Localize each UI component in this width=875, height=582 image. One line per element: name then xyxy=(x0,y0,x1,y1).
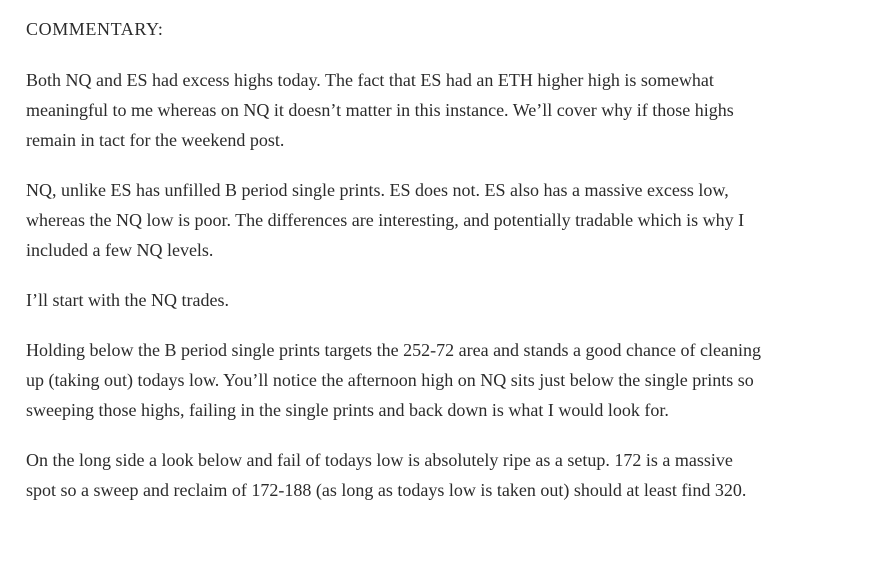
commentary-article xyxy=(26,14,766,525)
paragraph-excess-highs: Both NQ and ES had excess highs today. The fact that ES had an ETH higher high is somewhat meaningful to me whereas on NQ it doesn’t matter in this instance. We’ll cover why if those highs remain in tact for the weekend post. xyxy=(26,70,734,150)
paragraph-short-setup: Holding below the B period single prints targets the 252-72 area and stands a good chance of cleaning up (taking out) todays low. You’ll notice the afternoon high on NQ sits just below the single prints so sweeping those highs, failing in the single prints and back down is what I would look for. xyxy=(26,340,761,420)
paragraph-long-setup: On the long side a look below and fail of todays low is absolutely ripe as a setup. 172 is a massive spot so a sweep and reclaim of 172-188 (as long as todays low is taken out) should at least find 320. xyxy=(26,450,747,500)
paragraph-single-prints: NQ, unlike ES has unfilled B period single prints. ES does not. ES also has a massive excess low, whereas the NQ low is poor. The differences are interesting, and potentially tradable which is why I included a few NQ levels. xyxy=(26,180,745,260)
paragraph-nq-trades-intro: I’ll start with the NQ trades. xyxy=(26,290,229,310)
commentary-heading: COMMENTARY: xyxy=(26,19,164,39)
